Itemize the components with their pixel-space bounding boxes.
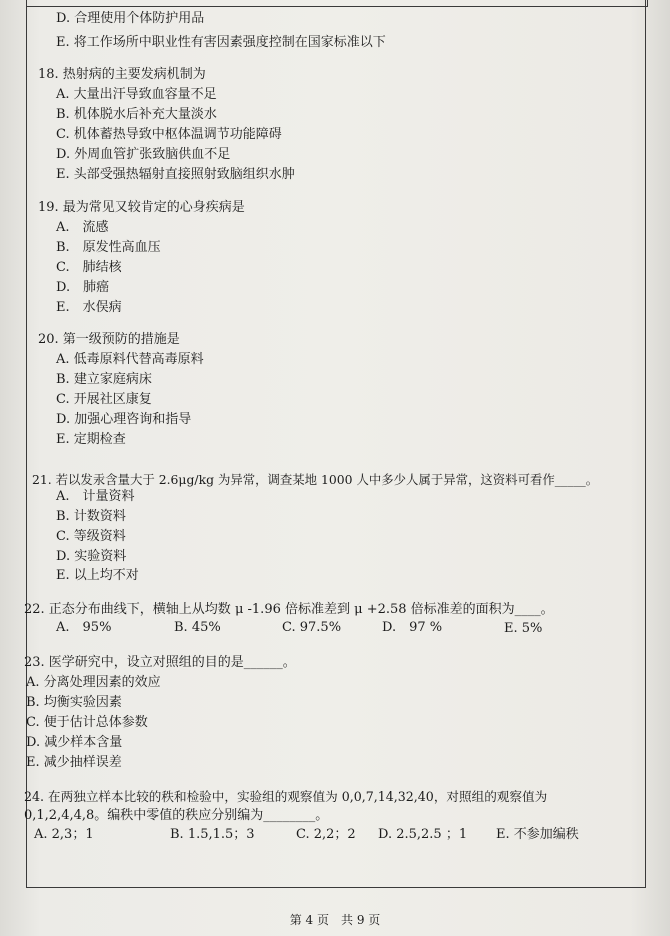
question-22-option-e: E. 5% [504, 621, 543, 636]
page-border-top [26, 0, 648, 7]
question-21-option-b: B. 计数资料 [56, 509, 126, 524]
question-22-option-a: A. 95% [56, 620, 112, 635]
question-24-option-b: B. 1.5,1.5；3 [170, 827, 255, 842]
page-border-right [645, 0, 646, 888]
question-21-option-e: E. 以上均不对 [56, 568, 139, 583]
question-24-option-a: A. 2,3；1 [34, 827, 94, 842]
question-23-option-b: B. 均衡实验因素 [26, 695, 122, 710]
question-19-option-d: D. 肺癌 [56, 280, 110, 295]
question-21-option-a: A. 计量资料 [56, 489, 135, 504]
question-20-option-c: C. 开展社区康复 [56, 392, 152, 407]
prev-option-d: D. 合理使用个体防护用品 [56, 11, 205, 26]
question-22-stem: 22. 正态分布曲线下，横轴上从均数 μ -1.96 倍标准差到 μ +2.58 倍标准差的面积为____。 [24, 602, 554, 617]
question-18-option-e: E. 头部受强热辐射直接照射致脑组织水肿 [56, 167, 295, 182]
question-18-stem: 18. 热射病的主要发病机制为 [38, 67, 206, 82]
question-20-option-b: B. 建立家庭病床 [56, 372, 152, 387]
question-22-option-c: C. 97.5% [282, 620, 342, 635]
question-24-option-c: C. 2,2；2 [296, 827, 356, 842]
question-23-stem: 23. 医学研究中，设立对照组的目的是______。 [24, 655, 296, 670]
question-20-option-e: E. 定期检查 [56, 432, 126, 447]
question-24-option-e: E. 不参加编秩 [496, 827, 579, 842]
question-18-option-a: A. 大量出汗导致血容量不足 [56, 87, 217, 102]
question-23-option-a: A. 分离处理因素的效应 [26, 675, 161, 690]
question-21-option-c: C. 等级资料 [56, 529, 126, 544]
question-24-stem-line2: 0,1,2,4,4,8。编秩中零值的秩应分别编为________。 [24, 808, 329, 823]
question-19-stem: 19. 最为常见又较肯定的心身疾病是 [38, 200, 245, 215]
question-23-option-c: C. 便于估计总体参数 [26, 715, 148, 730]
question-19-option-e: E. 水俣病 [56, 300, 122, 315]
question-18-option-c: C. 机体蓄热导致中枢体温调节功能障碍 [56, 127, 282, 142]
question-18-option-d: D. 外周血管扩张致脑供血不足 [56, 147, 231, 162]
question-23-option-d: D. 减少样本含量 [26, 735, 123, 750]
question-21-stem: 21. 若以发汞含量大于 2.6μg/kg 为异常，调查某地 1000 人中多少人属于异常，这资料可看作_____。 [32, 472, 599, 487]
question-19-option-a: A. 流感 [56, 220, 109, 235]
question-24-option-d: D. 2.5,2.5 ；1 [378, 827, 468, 842]
question-24-stem-line1: 24. 在两独立样本比较的秩和检验中，实验组的观察值为 0,0,7,14,32,40，对照组的观察值为 [24, 789, 548, 804]
question-22-option-d: D. 97 % [382, 620, 443, 635]
page-number-footer: 第 4 页 共 9 页 [289, 913, 381, 927]
question-19-option-b: B. 原发性高血压 [56, 240, 161, 255]
page-border-bottom [26, 887, 646, 888]
question-19-option-c: C. 肺结核 [56, 260, 122, 275]
question-23-option-e: E. 减少抽样误差 [26, 755, 122, 770]
question-20-stem: 20. 第一级预防的措施是 [38, 332, 180, 347]
question-20-option-d: D. 加强心理咨询和指导 [56, 412, 192, 427]
question-21-option-d: D. 实验资料 [56, 549, 127, 564]
question-18-option-b: B. 机体脱水后补充大量淡水 [56, 107, 217, 122]
question-22-option-b: B. 45% [174, 620, 221, 635]
question-20-option-a: A. 低毒原料代替高毒原料 [56, 352, 204, 367]
prev-option-e: E. 将工作场所中职业性有害因素强度控制在国家标准以下 [56, 35, 386, 50]
